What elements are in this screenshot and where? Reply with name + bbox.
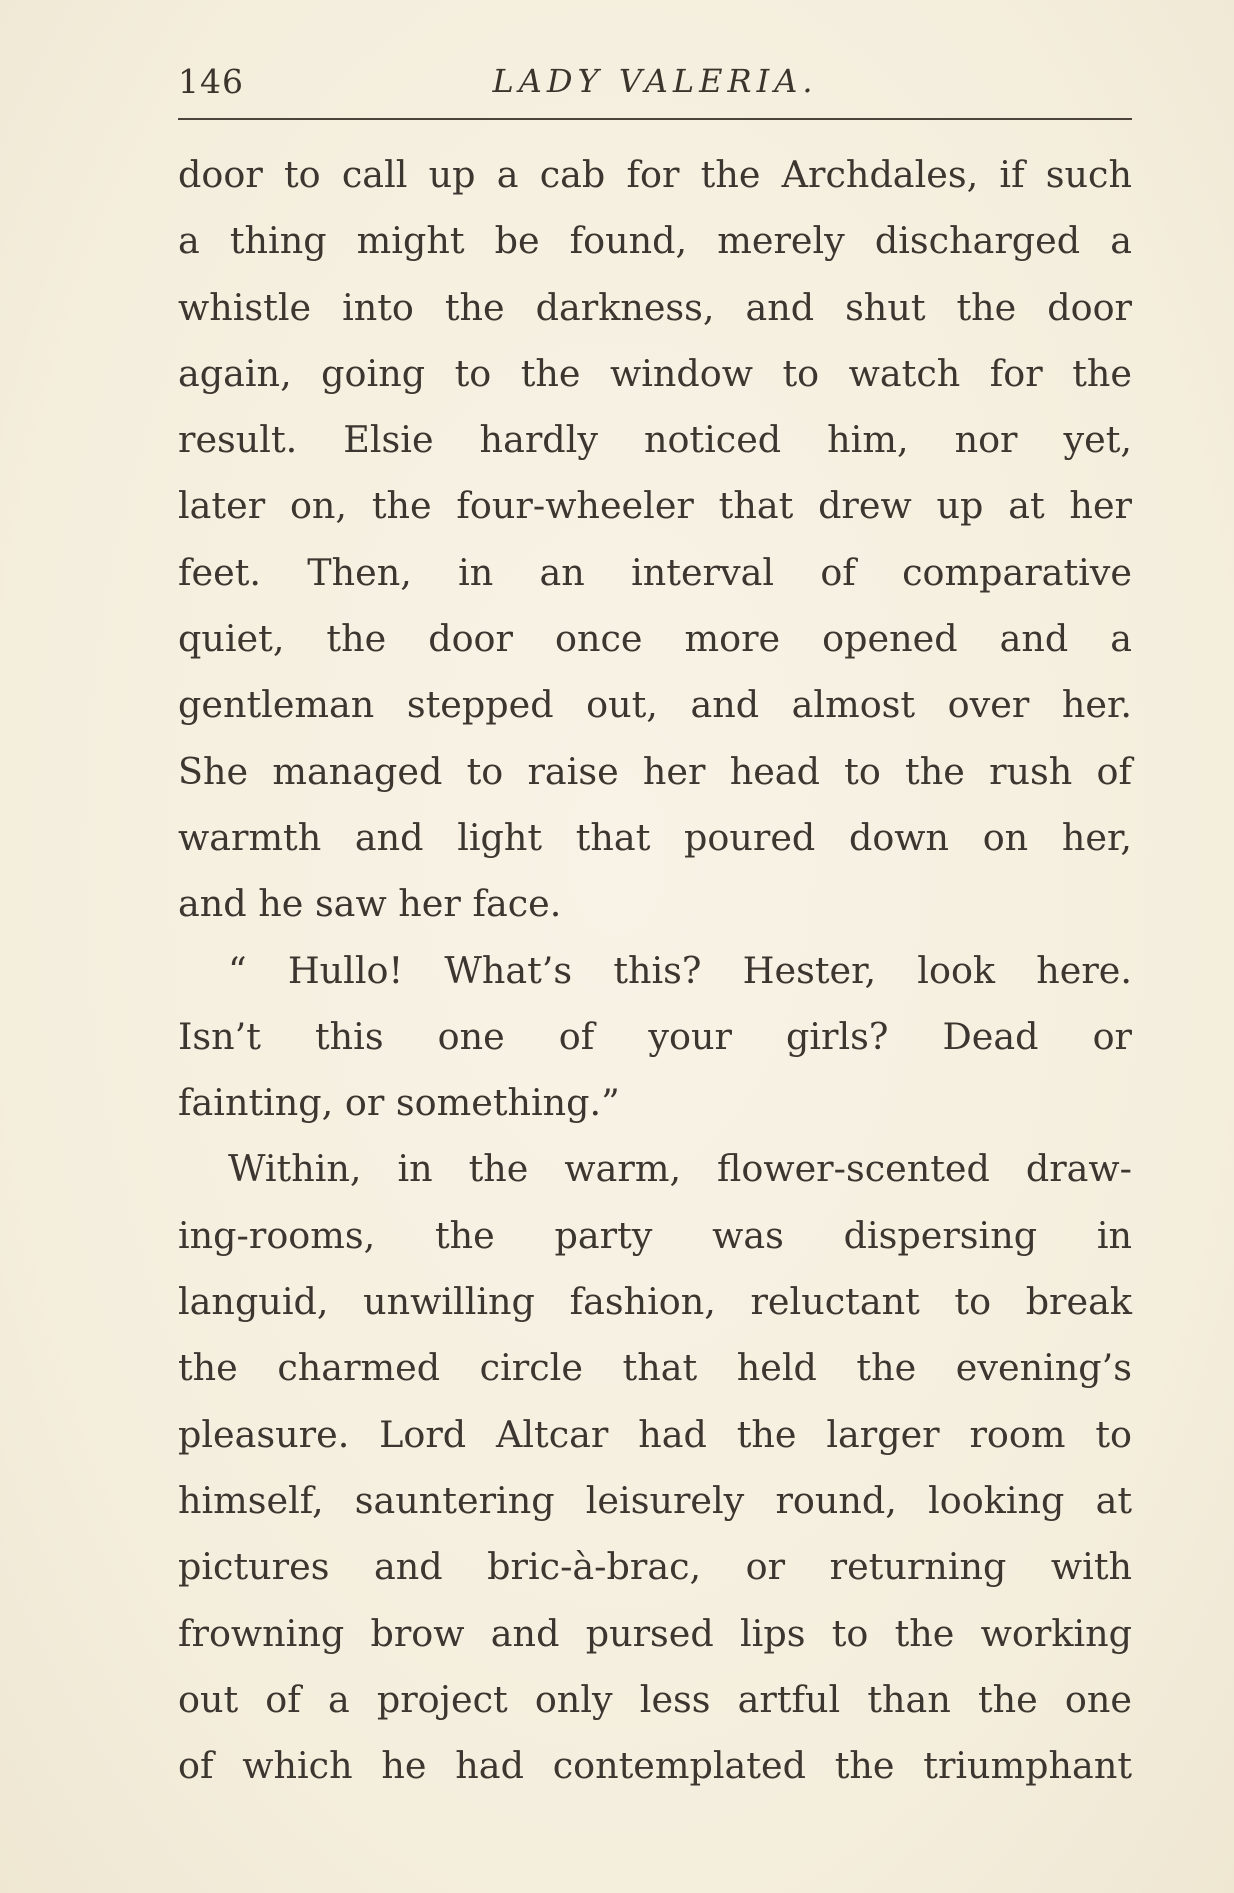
text-line: warmth and light that poured down on her, [178, 815, 1132, 859]
text-line: feet. Then, in an interval of comparative [178, 550, 1132, 594]
text-line: Within, in the warm, flower-scented draw- [228, 1147, 1132, 1191]
text-line: quiet, the door once more opened and a [178, 617, 1132, 661]
header-rule [178, 118, 1132, 120]
text-line: and he saw her face. [178, 882, 562, 926]
running-title: LADY VALERIA. [492, 62, 818, 100]
text-line: pictures and bric-à-brac, or returning with [178, 1545, 1132, 1589]
text-line: again, going to the window to watch for the [178, 351, 1132, 395]
text-line: himself, sauntering leisurely round, looking at [178, 1478, 1132, 1522]
text-line: languid, unwilling fashion, reluctant to break [178, 1280, 1132, 1324]
text-line: Isn’t this one of your girls? Dead or [178, 1014, 1132, 1058]
page-number: 146 [178, 62, 244, 101]
text-line: later on, the four-wheeler that drew up at her [178, 484, 1132, 528]
text-line: of which he had contemplated the triumphant [178, 1744, 1132, 1788]
text-line: whistle into the darkness, and shut the door [178, 285, 1132, 329]
text-line: ing-rooms, the party was dispersing in [178, 1213, 1132, 1257]
text-line: fainting, or something.” [178, 1081, 620, 1125]
text-line: gentleman stepped out, and almost over her. [178, 683, 1132, 727]
text-line: the charmed circle that held the evening’s [178, 1346, 1132, 1390]
text-line: frowning brow and pursed lips to the working [178, 1611, 1132, 1655]
text-line: “ Hullo! What’s this? Hester, look here. [228, 948, 1132, 992]
text-line: result. Elsie hardly noticed him, nor yet, [178, 418, 1132, 462]
text-line: out of a project only less artful than the one [178, 1677, 1132, 1721]
text-line: pleasure. Lord Altcar had the larger room to [178, 1412, 1132, 1456]
page-header [178, 58, 1132, 108]
body-text [178, 142, 1132, 1799]
text-line: She managed to raise her head to the rush of [178, 749, 1132, 793]
text-line: a thing might be found, merely discharged a [178, 219, 1132, 263]
text-line: door to call up a cab for the Archdales, if such [178, 153, 1132, 196]
